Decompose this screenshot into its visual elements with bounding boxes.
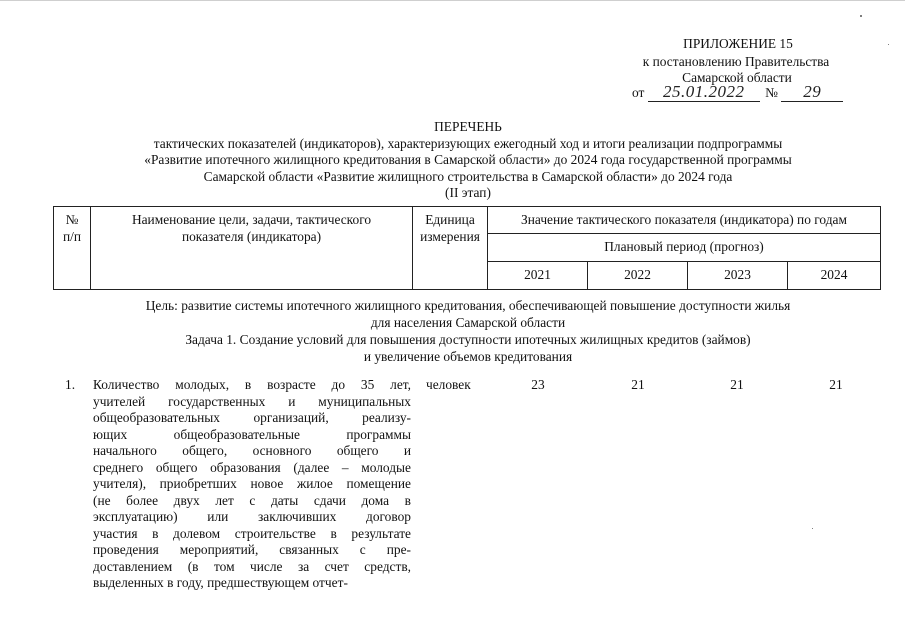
row-indicator-text: Количество молодых, в возрасте до 35 лет, учителей государственных и муниципальных общеобразовательных организаций, реализу- ющих общеобразовательные программы начального общего, основного общего и среднего общего образования (далее – молодые учителя), приобретших новое жилое помещение (не более двух лет с даты сдачи дома в эксплуатацию) или заключивших договор участия в долевом строительстве в результате проведения мероприятий, связанных с пре- доставлением (в том числе за счет средств, выделенных в году, предшествующем отчет-	[93, 377, 411, 590]
year-2022: 2022	[588, 262, 688, 290]
col-value-header: Значение тактического показателя (индикатора) по годам	[488, 207, 881, 234]
appendix-label: ПРИЛОЖЕНИЕ 15	[683, 36, 793, 51]
row-value-2023: 21	[730, 377, 744, 392]
goal-section	[60, 298, 876, 331]
year-2023: 2023	[688, 262, 788, 290]
region-label: Самарской области	[682, 70, 792, 85]
task-line: Задача 1. Создание условий для повышения доступности ипотечных жилищных кредитов (займов)	[185, 332, 751, 347]
title-line: «Развитие ипотечного жилищного кредитования в Самарской области» до 2024 года государственной программы	[144, 152, 792, 167]
document-title	[60, 119, 876, 202]
handwritten-number: 29	[803, 82, 822, 101]
indicator-table-header	[53, 206, 881, 290]
row-number: 1.	[65, 377, 76, 392]
row-unit: человек	[426, 377, 471, 392]
year-2024: 2024	[788, 262, 881, 290]
doc-date-line	[632, 84, 843, 102]
goal-line: для населения Самарской области	[370, 314, 566, 330]
title-line: тактических показателей (индикаторов), характеризующих ежегодный ход и итоги реализации подпрограммы	[153, 135, 783, 151]
col-number-header: № п/п	[54, 207, 91, 290]
col-name-header: Наименование цели, задачи, тактического показателя (индикатора)	[91, 207, 413, 290]
number-label: №	[765, 85, 778, 100]
year-2021: 2021	[488, 262, 588, 290]
row-value-2021: 23	[531, 377, 545, 392]
row-value-2024: 21	[829, 377, 843, 392]
resolution-label: к постановлению Правительства	[642, 54, 830, 69]
handwritten-date: 25.01.2022	[662, 82, 745, 101]
date-prefix: от	[632, 85, 645, 100]
title-line: Самарской области «Развитие жилищного строительства в Самарской области» до 2024 года	[203, 168, 733, 184]
task-section	[60, 332, 876, 365]
title-heading: ПЕРЕЧЕНЬ	[434, 119, 502, 134]
scan-speck	[860, 15, 862, 17]
scan-top-edge	[0, 0, 905, 1]
col-unit-header: Единица измерения	[413, 207, 488, 290]
task-line: и увеличение объемов кредитования	[363, 348, 573, 364]
scan-speck	[812, 528, 813, 529]
title-stage: (II этап)	[445, 185, 491, 200]
plan-period-header: Плановый период (прогноз)	[488, 234, 881, 262]
scan-speck	[888, 44, 889, 45]
row-value-2022: 21	[631, 377, 645, 392]
goal-line: Цель: развитие системы ипотечного жилищного кредитования, обеспечивающей повышение доступности жилья	[145, 298, 791, 313]
